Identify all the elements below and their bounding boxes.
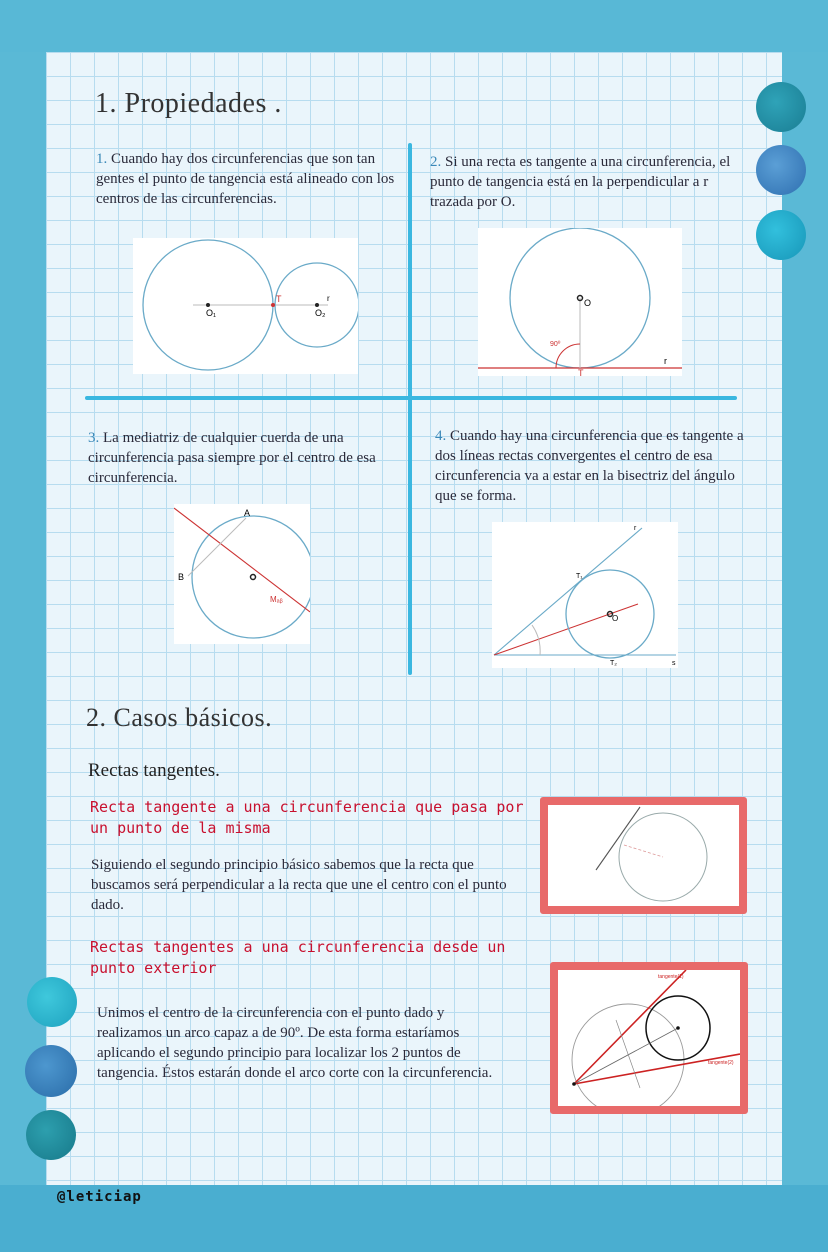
label-t2: T₂ xyxy=(610,660,617,667)
section1-title: 1. Propiedades . xyxy=(95,88,282,119)
label-tangente2: tangente(2) xyxy=(708,1060,734,1066)
label-o1: O₁ xyxy=(206,308,217,318)
top-band xyxy=(0,0,828,52)
property-4 xyxy=(435,426,747,506)
label-t1: T₁ xyxy=(576,573,583,580)
property-1-number: 1. xyxy=(96,151,108,167)
label-t: T xyxy=(578,368,584,376)
property-2-text: Si una recta es tangente a una circunferencia, el punto de tangencia está en la perpendicular a r trazada por O. xyxy=(430,154,731,210)
property-2-number: 2. xyxy=(430,154,442,170)
deco-circle xyxy=(27,977,77,1027)
figure-case-1 xyxy=(540,797,747,914)
label-m: Mₐᵦ xyxy=(270,595,283,604)
figure-case-2 xyxy=(550,962,748,1114)
label-o2: O₂ xyxy=(315,308,326,318)
property-1-text: Cuando hay dos circunferencias que son tan gentes el punto de tangencia está alineado con los centros de las circunferencias. xyxy=(96,151,395,207)
property-4-text: Cuando hay una circunferencia que es tangente a dos líneas rectas convergentes el centro de esa circunferencia va a estar en la bisectriz del ángulo que se forma. xyxy=(435,428,744,504)
label-r: r xyxy=(664,356,667,366)
case-1-title: Recta tangente a una circunferencia que pasa por un punto de la misma xyxy=(90,798,524,837)
figure-tangent-line xyxy=(478,228,682,376)
label-b: B xyxy=(178,572,185,582)
property-1 xyxy=(96,149,406,209)
case-2-text: Unimos el centro de la circunferencia con el punto dado y realizamos un arco capaz a de 90º. De esta forma estaríamos aplicando el segundo principio para localizar los 2 puntos de tangencia. Éstos estarán donde el arco corte con la circunferencia. xyxy=(97,1005,493,1081)
label-angle: 90º xyxy=(550,341,561,348)
property-2 xyxy=(430,152,752,212)
deco-circle xyxy=(756,82,806,132)
property-3-number: 3. xyxy=(88,430,100,446)
label-r: r xyxy=(634,525,637,532)
figure-mediatrix xyxy=(174,504,310,644)
author-credit: @leticiap xyxy=(57,1189,142,1205)
label-o: O xyxy=(584,298,592,308)
vertical-divider xyxy=(408,143,412,675)
label-a: A xyxy=(244,508,251,518)
deco-circle xyxy=(756,210,806,260)
deco-circle xyxy=(26,1110,76,1160)
property-4-number: 4. xyxy=(435,428,447,444)
deco-circle xyxy=(25,1045,77,1097)
section2-title: 2. Casos básicos. xyxy=(86,703,273,732)
label-o: O xyxy=(612,614,619,623)
figure-bisector xyxy=(492,522,678,668)
property-3 xyxy=(88,428,406,488)
label-t: T xyxy=(276,294,282,304)
horizontal-divider xyxy=(85,396,737,400)
deco-circle xyxy=(756,145,806,195)
label-s: s xyxy=(672,660,676,667)
figure-tangent-circles xyxy=(133,238,358,374)
label-tangente1: tangente(1) xyxy=(658,974,684,980)
section2-subtitle: Rectas tangentes. xyxy=(88,760,220,781)
case-1-text: Siguiendo el segundo principio básico sabemos que la recta que buscamos será perpendicular a la recta que une el centro con el punto dado. xyxy=(91,857,507,913)
label-r: r xyxy=(327,294,330,303)
property-3-text: La mediatriz de cualquier cuerda de una circunferencia pasa siempre por el centro de esa circunferencia. xyxy=(88,430,376,486)
case-2-title: Rectas tangentes a una circunferencia desde un punto exterior xyxy=(90,938,506,977)
